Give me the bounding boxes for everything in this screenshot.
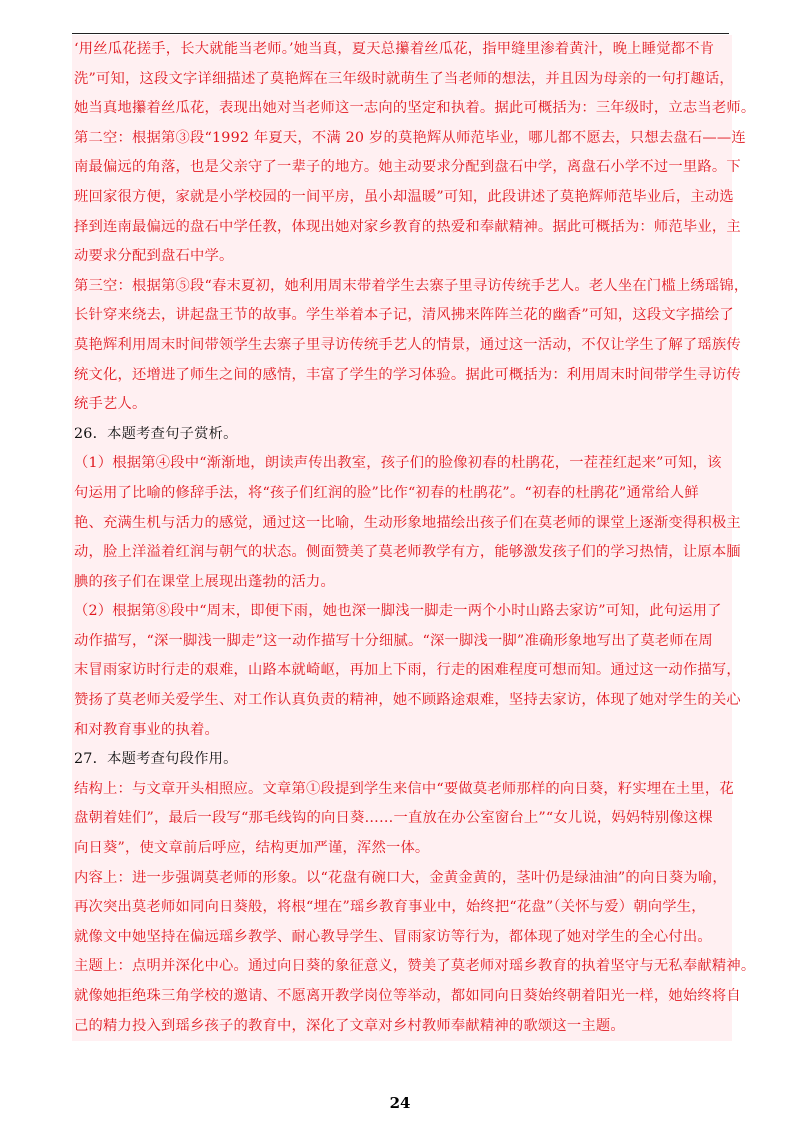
answer-text-line: 己的精力投入到瑶乡孩子的教育中，深化了文章对乡村教师奉献精神的歌颂这一主题。	[72, 1012, 732, 1042]
answer-text-line: 第二空：根据第③段“1992 年夏天，不满 20 岁的莫艳辉从师范毕业，哪儿都不愿去，只想去盘石——连	[72, 124, 732, 154]
answer-text-line: 结构上：与文章开头相照应。文章第①段提到学生来信中“要做莫老师那样的向日葵，籽实埋在土里，花	[72, 775, 732, 805]
page-number: 24	[389, 1094, 411, 1112]
answer-text-line: 再次突出莫老师如同向日葵般，将根“埋在”瑶乡教育事业中，始终把“花盘”（关怀与爱）朝向学生，	[72, 893, 732, 923]
answer-text-line: 长针穿来绕去，讲起盘王节的故事。学生举着本子记，清风拂来阵阵兰花的幽香”可知，这段文字描绘了	[72, 301, 732, 331]
answer-text-line: 择到连南最偏远的盘石中学任教，体现出她对家乡教育的热爱和奉献精神。据此可概括为：师范毕业，主	[72, 213, 732, 243]
answer-text-line: 主题上：点明并深化中心。通过向日葵的象征意义，赞美了莫老师对瑶乡教育的执着坚守与无私奉献精神。	[72, 952, 732, 982]
answer-text-line: 统手艺人。	[72, 390, 732, 420]
answer-text-line: 句运用了比喻的修辞手法，将“孩子们红润的脸”比作“初春的杜鹃花”。“初春的杜鹃花”通常给人鲜	[72, 479, 732, 509]
answer-text-line: 动，脸上洋溢着红润与朝气的状态。侧面赞美了莫老师教学有方，能够激发孩子们的学习热情，让原本腼	[72, 538, 732, 568]
answer-content	[72, 35, 756, 1041]
top-rule	[72, 33, 729, 34]
answer-text-line: 内容上：进一步强调莫老师的形象。以“花盘有碗口大，金黄金黄的，茎叶仍是绿油油”的向日葵为喻，	[72, 864, 732, 894]
answer-text-line: 莫艳辉利用周末时间带领学生去寨子里寻访传统手艺人的情景，通过这一活动，不仅让学生了解了瑶族传	[72, 331, 732, 361]
answer-text-line: 赞扬了莫老师关爱学生、对工作认真负责的精神，她不顾路途艰难，坚持去家访，体现了她对学生的关心	[72, 686, 732, 716]
answer-text-line: 第三空：根据第⑤段“春末夏初，她利用周末带着学生去寨子里寻访传统手艺人。老人坐在门槛上绣瑶锦，	[72, 272, 732, 302]
answer-text-line: 班回家很方便，家就是小学校园的一间平房，虽小却温暖”可知，此段讲述了莫艳辉师范毕业后，主动选	[72, 183, 732, 213]
section-heading-line: 26．本题考查句子赏析。	[72, 420, 732, 450]
section-heading-line: 27．本题考查句段作用。	[72, 745, 732, 775]
answer-text-line: 南最偏远的角落，也是父亲守了一辈子的地方。她主动要求分配到盘石中学，离盘石小学不过一里路。下	[72, 153, 732, 183]
answer-text-line: 统文化，还增进了师生之间的感情，丰富了学生的学习体验。据此可概括为：利用周末时间带学生寻访传	[72, 361, 732, 391]
answer-text-line: （2）根据第⑧段中“周末，即便下雨，她也深一脚浅一脚走一两个小时山路去家访”可知，此句运用了	[72, 597, 732, 627]
answer-text-line: 腆的孩子们在课堂上展现出蓬勃的活力。	[72, 568, 732, 598]
answer-text-line: 就像她拒绝珠三角学校的邀请、不愿离开教学岗位等举动，都如同向日葵始终朝着阳光一样，她始终将自	[72, 982, 732, 1012]
answer-text-line: ‘用丝瓜花搓手，长大就能当老师。’她当真，夏天总攥着丝瓜花，指甲缝里渗着黄汁，晚上睡觉都不肯	[72, 35, 732, 65]
answer-text-line: 盘朝着娃们”，最后一段写“那毛线钩的向日葵……一直放在办公室窗台上”“女儿说，妈妈特别像这棵	[72, 804, 732, 834]
answer-text-line: 和对教育事业的执着。	[72, 716, 732, 746]
answer-text-line: 向日葵”，使文章前后呼应，结构更加严谨，浑然一体。	[72, 834, 732, 864]
answer-text-line: 洗”可知，这段文字详细描述了莫艳辉在三年级时就萌生了当老师的想法，并且因为母亲的一句打趣话，	[72, 65, 732, 95]
answer-text-line: 她当真地攥着丝瓜花，表现出她对当老师这一志向的坚定和执着。据此可概括为：三年级时，立志当老师。	[72, 94, 732, 124]
answer-text-line: 动要求分配到盘石中学。	[72, 242, 732, 272]
answer-text-line: 艳、充满生机与活力的感觉，通过这一比喻，生动形象地描绘出孩子们在莫老师的课堂上逐渐变得积极主	[72, 509, 732, 539]
answer-text-line: 末冒雨家访时行走的艰难，山路本就崎岖，再加上下雨，行走的困难程度可想而知。通过这一动作描写，	[72, 656, 732, 686]
answer-text-line: 动作描写，“深一脚浅一脚走”这一动作描写十分细腻。“深一脚浅一脚”准确形象地写出了莫老师在周	[72, 627, 732, 657]
answer-text-line: （1）根据第④段中“渐渐地，朗读声传出教室，孩子们的脸像初春的杜鹃花，一茬茬红起来”可知，该	[72, 449, 732, 479]
answer-text-line: 就像文中她坚持在偏远瑶乡教学、耐心教导学生、冒雨家访等行为，都体现了她对学生的全心付出。	[72, 923, 732, 953]
